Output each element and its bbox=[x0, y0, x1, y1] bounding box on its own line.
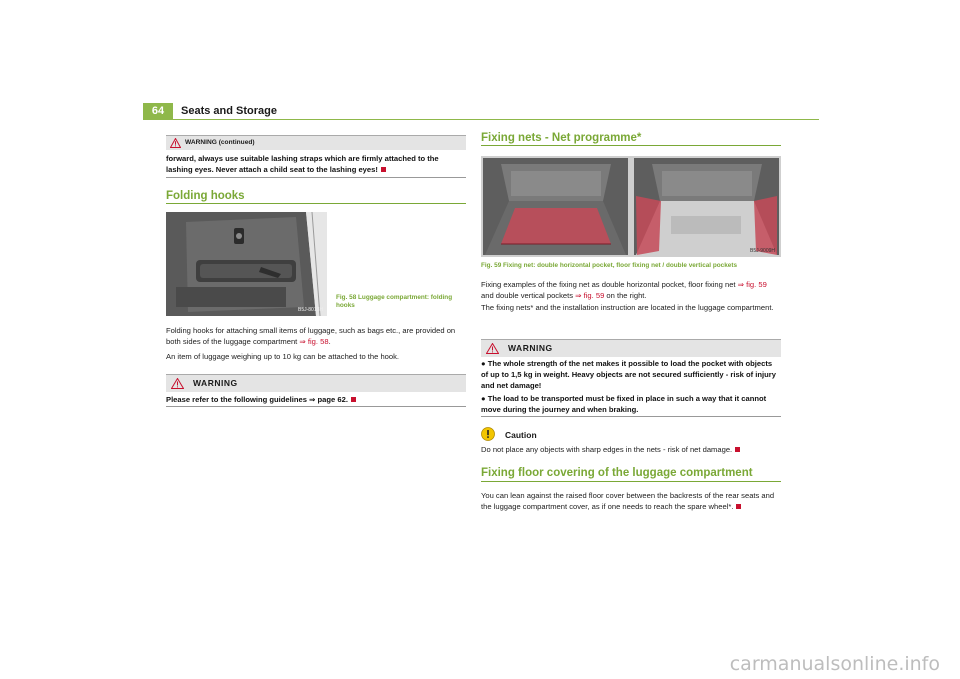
warning-continued-header bbox=[166, 135, 466, 150]
caution-label: Caution bbox=[505, 430, 537, 440]
warning-box-bottom bbox=[481, 416, 781, 417]
warning-bullet-2: ● The load to be transported must be fixed in place in such a way that it cannot move during the journey and when braking. bbox=[481, 394, 767, 414]
section-title-floor-covering: Fixing floor covering of the luggage compartment bbox=[481, 467, 753, 479]
warning-header-right bbox=[481, 339, 781, 357]
warning-box-bottom bbox=[166, 177, 466, 178]
bullet-icon: ● bbox=[481, 394, 488, 403]
figure-59-code: B5J-9009H bbox=[749, 248, 775, 254]
watermark: carmanualsonline.info bbox=[729, 653, 940, 675]
caution-icon bbox=[481, 427, 495, 441]
figure-58-code: B5J-8013H bbox=[297, 307, 323, 313]
warning-triangle-icon bbox=[170, 138, 181, 148]
figure-59-image bbox=[481, 156, 781, 257]
warning-continued-text: forward, always use suitable lashing straps which are firmly attached to the lashing eyes. Never attach a child seat to the lashing eyes! bbox=[166, 154, 439, 174]
figure-59-caption: Fig. 59 Fixing net: double horizontal pocket, floor fixing net / double vertical pockets bbox=[481, 262, 738, 269]
warning-header-left bbox=[166, 374, 466, 392]
end-mark-icon bbox=[381, 167, 386, 172]
page-title: Seats and Storage bbox=[181, 105, 277, 117]
floor-covering-text: You can lean against the raised floor cover between the backrests of the rear seats and the luggage compartment cover, as if one needs to reach the spare wheel*. bbox=[481, 491, 775, 511]
page-number: 64 bbox=[143, 103, 173, 120]
page-62-link[interactable]: ⇒ page 62 bbox=[309, 395, 346, 404]
warning-label-left: WARNING bbox=[193, 378, 238, 388]
bullet-icon: ● bbox=[481, 359, 488, 368]
warning-text-left: Please refer to the following guidelines ⇒ page 62. bbox=[166, 394, 466, 405]
caution-text: Do not place any objects with sharp edges in the nets - risk of net damage. bbox=[481, 444, 781, 455]
nets-paragraph-2: The fixing nets* and the installation instruction are located in the luggage compartment. bbox=[481, 303, 774, 312]
warning-box-bottom bbox=[166, 406, 466, 407]
end-mark-icon bbox=[351, 397, 356, 402]
folding-hooks-illustration bbox=[166, 212, 327, 316]
fig-59-link-2[interactable]: ⇒ fig. 59 bbox=[575, 291, 605, 300]
warning-bullet-1: ● The whole strength of the net makes it possible to load the pocket with objects of up to 1,5 kg in weight. Heavy objects are not secured sufficiently - risk of injury and net damage! bbox=[481, 359, 776, 390]
folding-hooks-paragraph-1: Folding hooks for attaching small items of luggage, such as bags etc., are provided on both sides of the luggage compartment ⇒ fig. 58. bbox=[166, 326, 456, 346]
section-title-fixing-nets: Fixing nets - Net programme* bbox=[481, 132, 642, 144]
folding-hooks-paragraph-2: An item of luggage weighing up to 10 kg can be attached to the hook. bbox=[166, 352, 400, 361]
section-rule bbox=[481, 481, 781, 482]
section-rule bbox=[166, 203, 466, 204]
fixing-nets-illustration bbox=[481, 156, 781, 257]
header-rule bbox=[143, 119, 819, 120]
figure-58-caption: Fig. 58 Luggage compartment: folding hooks bbox=[336, 294, 453, 309]
end-mark-icon bbox=[735, 447, 740, 452]
warning-continued-label: WARNING (continued) bbox=[185, 139, 255, 146]
warning-triangle-icon bbox=[486, 343, 499, 354]
warning-triangle-icon bbox=[171, 378, 184, 389]
section-title-folding-hooks: Folding hooks bbox=[166, 190, 245, 202]
nets-paragraph-1: Fixing examples of the fixing net as double horizontal pocket, floor fixing net ⇒ fig. 59 and double vertical pockets ⇒ fig. 59 on the right. bbox=[481, 280, 767, 300]
section-rule bbox=[481, 145, 781, 146]
fig-58-link[interactable]: ⇒ fig. 58 bbox=[299, 337, 329, 346]
warning-label-right: WARNING bbox=[508, 343, 553, 353]
figure-58-image bbox=[166, 212, 327, 316]
fig-59-link-1[interactable]: ⇒ fig. 59 bbox=[737, 280, 767, 289]
end-mark-icon bbox=[736, 504, 741, 509]
